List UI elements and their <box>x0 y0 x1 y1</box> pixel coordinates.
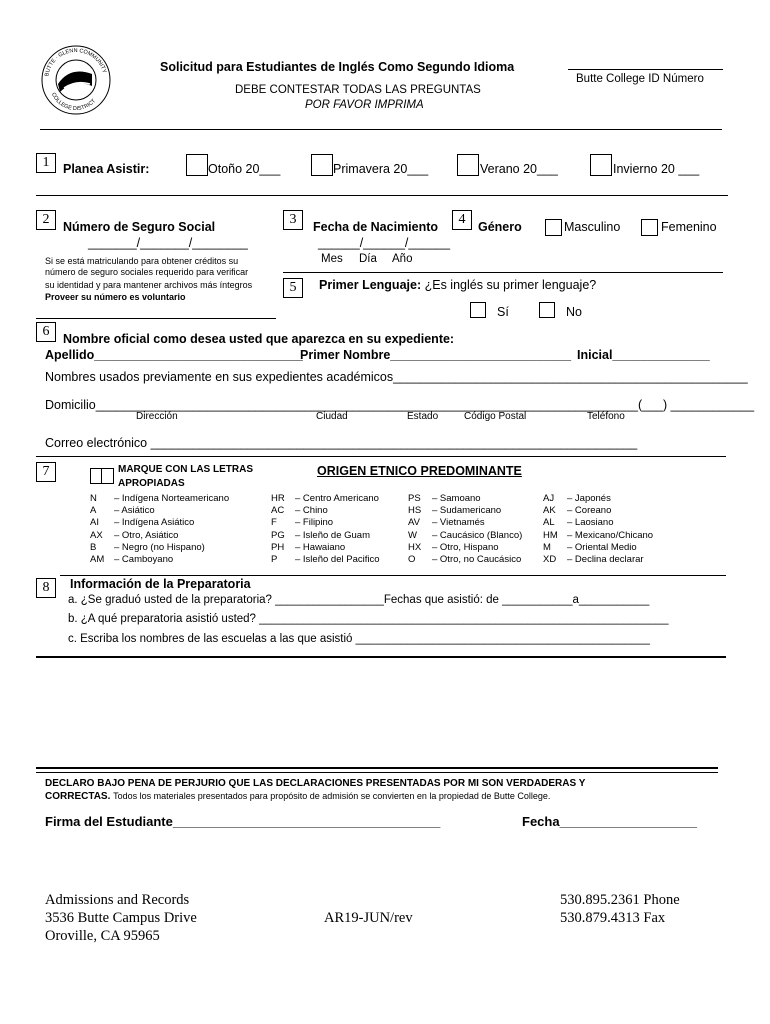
ethnicity-option: AX – Otro, Asiático <box>90 529 179 541</box>
section-7-top-line <box>36 456 726 457</box>
female-option: Femenino <box>661 220 717 234</box>
address-city-label: Ciudad <box>316 411 348 422</box>
ethnicity-option: AL – Laosiano <box>543 517 614 529</box>
email-field[interactable]: Correo electrónico ______________________________________________________________________ <box>45 436 638 450</box>
previous-names-field[interactable]: Nombres usados previamente en sus expedientes académicos___________________________________________________ <box>45 370 748 384</box>
footer-phone: 530.895.2361 Phone <box>560 892 680 908</box>
ethnicity-option: AC – Chino <box>271 505 328 517</box>
ethnicity-option: O – Otro, no Caucásico <box>408 553 522 565</box>
ethnicity-option: PS – Samoano <box>408 493 481 504</box>
ethnicity-column-4 <box>543 493 653 566</box>
ethnicity-code-box-right[interactable] <box>101 468 114 484</box>
ethnicity-option: HX – Otro, Hispano <box>408 541 499 553</box>
birthdate-day-label: Día <box>359 253 377 265</box>
ethnicity-option: B – Negro (no Hispano) <box>90 541 205 553</box>
section-3-number: 3 <box>283 210 303 230</box>
address-phone-label: Teléfono <box>587 411 625 422</box>
ethnicity-option: M – Oriental Medio <box>543 541 637 553</box>
declaration-top-line-2 <box>36 772 718 773</box>
first-language-label: Primer Lenguaje: <box>319 278 422 292</box>
high-school-question-c[interactable]: c. Escriba los nombres de las escuelas a las que asistió ______________________________________________ <box>68 633 650 645</box>
first-language-no-checkbox[interactable] <box>539 302 555 318</box>
ethnicity-option: P – Isleño del Pacifico <box>271 553 380 565</box>
ethnicity-option: AK – Coreano <box>543 505 612 517</box>
svg-text:BUTTE · GLENN COMMUNITY: BUTTE · GLENN COMMUNITY <box>44 47 108 77</box>
section-4-number: 4 <box>452 210 472 230</box>
id-number-line[interactable] <box>568 69 723 70</box>
first-name-field[interactable]: Primer Nombre__________________________ <box>300 348 572 362</box>
section-8-top-line <box>60 575 726 576</box>
ssn-note-1: Si se está matriculando para obtener créditos su <box>45 256 239 266</box>
first-language-yes-checkbox[interactable] <box>470 302 486 318</box>
high-school-question-b[interactable]: b. ¿A qué preparatoria asistió usted? ________________________________________________________________ <box>68 613 669 625</box>
spring-checkbox[interactable] <box>311 154 333 176</box>
ethnicity-option: AI – Indígena Asiático <box>90 517 195 529</box>
first-language-question <box>319 278 596 292</box>
footer-fax: 530.879.4313 Fax <box>560 910 666 926</box>
ethnicity-option: W – Caucásico (Blanco) <box>408 529 523 541</box>
section-1-number: 1 <box>36 153 56 173</box>
first-language-yes: Sí <box>497 305 509 319</box>
form-subtitle: DEBE CONTESTAR TODAS LAS PREGUNTAS <box>235 84 481 96</box>
male-checkbox[interactable] <box>545 219 562 236</box>
footer-office: Admissions and Records <box>45 892 190 908</box>
signature-field[interactable]: Firma del Estudiante_____________________________________ <box>45 814 441 829</box>
header-divider <box>40 129 722 130</box>
ethnicity-option: HM – Mexicano/Chicano <box>543 529 654 541</box>
section-5-number: 5 <box>283 278 303 298</box>
form-title: Solicitud para Estudiantes de Inglés Como Segundo Idioma <box>160 60 515 74</box>
ethnicity-option: N – Indígena Norteamericano <box>90 493 230 504</box>
ethnicity-column-3 <box>408 493 522 566</box>
ethnicity-option: AJ – Japonés <box>543 493 611 504</box>
ethnicity-option: HS – Sudamericano <box>408 505 502 517</box>
section-7-number: 7 <box>36 462 56 482</box>
footer-city: Oroville, CA 95965 <box>45 928 160 944</box>
first-language-no: No <box>566 305 582 319</box>
section-2-number: 2 <box>36 210 56 230</box>
id-number-label: Butte College ID Número <box>576 73 704 85</box>
ethnicity-option: PG – Isleño de Guam <box>271 529 370 541</box>
birthdate-field[interactable]: ______/______/______ <box>318 236 451 250</box>
initial-field[interactable]: Inicial______________ <box>577 348 710 362</box>
address-zip-label: Código Postal <box>464 411 527 422</box>
high-school-question-a[interactable]: a. ¿Se graduó usted de la preparatoria? _________________Fechas que asistió: de ___________a___________ <box>68 594 650 606</box>
footer-form-id: AR19-JUN/rev <box>324 910 413 926</box>
ethnicity-option: A – Asiático <box>90 505 155 517</box>
svg-text:COLLEGE DISTRICT: COLLEGE DISTRICT <box>49 91 98 113</box>
gender-label: Género <box>478 220 522 234</box>
ethnicity-option: AV – Vietnamés <box>408 517 485 529</box>
college-logo <box>40 44 112 116</box>
ethnicity-option: PH – Hawaiano <box>271 541 346 553</box>
form-subtitle-print: POR FAVOR IMPRIMA <box>305 99 424 111</box>
birthdate-label: Fecha de Nacimiento <box>313 220 439 234</box>
term-label: Planea Asistir: <box>63 162 150 176</box>
summer-option: Verano 20___ <box>480 162 558 176</box>
winter-option: Invierno 20 ___ <box>613 162 700 176</box>
section-8-number: 8 <box>36 578 56 598</box>
declaration-line-1: DECLARO BAJO PENA DE PERJURIO QUE LAS DECLARACIONES PRESENTADAS POR MI SON VERDADERAS Y <box>45 778 586 789</box>
address-street-label: Dirección <box>136 411 178 422</box>
address-state-label: Estado <box>407 411 439 422</box>
ssn-note-3: su identidad y para mantener archivos más íntegros <box>45 280 253 290</box>
declaration-line-2: CORRECTAS. Todos los materiales presentados para propósito de admisión se convierten en la propiedad de Butte College. <box>45 791 551 802</box>
footer-street: 3536 Butte Campus Drive <box>45 910 197 926</box>
female-checkbox[interactable] <box>641 219 658 236</box>
ethnicity-instruction-2: APROPIADAS <box>118 478 185 489</box>
high-school-heading: Información de la Preparatoria <box>70 577 251 591</box>
ethnicity-option: F – Filipino <box>271 517 334 529</box>
section-6-number: 6 <box>36 322 56 342</box>
first-language-text: ¿Es inglés su primer lenguaje? <box>424 278 597 292</box>
ethnicity-option: AM – Camboyano <box>90 553 174 565</box>
ethnicity-column-1 <box>90 493 229 566</box>
fall-option: Otoño 20___ <box>208 162 281 176</box>
address-field[interactable]: Domicilio______________________________________________________________________________(___) ____________ <box>45 398 755 412</box>
birthdate-year-label: Año <box>392 253 413 265</box>
male-option: Masculino <box>564 220 621 234</box>
ethnicity-instruction-1: MARQUE CON LAS LETRAS <box>118 464 253 475</box>
last-name-field[interactable]: Apellido______________________________ <box>45 348 303 362</box>
date-field[interactable]: Fecha___________________ <box>522 814 697 829</box>
declaration-top-line-1 <box>36 767 718 769</box>
section-1-divider <box>36 195 728 196</box>
winter-checkbox[interactable] <box>590 154 612 176</box>
summer-checkbox[interactable] <box>457 154 479 176</box>
ethnicity-option: HR – Centro Americano <box>271 493 379 504</box>
ssn-field[interactable]: _______/_______/________ <box>88 236 248 250</box>
section-6-top-line <box>36 318 276 319</box>
section-8-bottom-line <box>36 656 726 658</box>
ssn-note-4: Proveer su número es voluntario <box>45 292 186 302</box>
fall-checkbox[interactable] <box>186 154 208 176</box>
ssn-label: Número de Seguro Social <box>63 220 216 234</box>
ethnicity-column-2 <box>271 493 380 566</box>
section-5-top-line <box>283 272 723 273</box>
ethnicity-title: ORIGEN ETNICO PREDOMINANTE <box>317 464 522 478</box>
birthdate-month-label: Mes <box>321 253 343 265</box>
legal-name-heading: Nombre oficial como desea usted que aparezca en su expediente: <box>63 332 455 346</box>
ethnicity-option: XD – Declina declarar <box>543 553 644 565</box>
spring-option: Primavera 20___ <box>333 162 429 176</box>
ssn-note-2: número de seguro sociales requerido para verificar <box>45 267 249 277</box>
